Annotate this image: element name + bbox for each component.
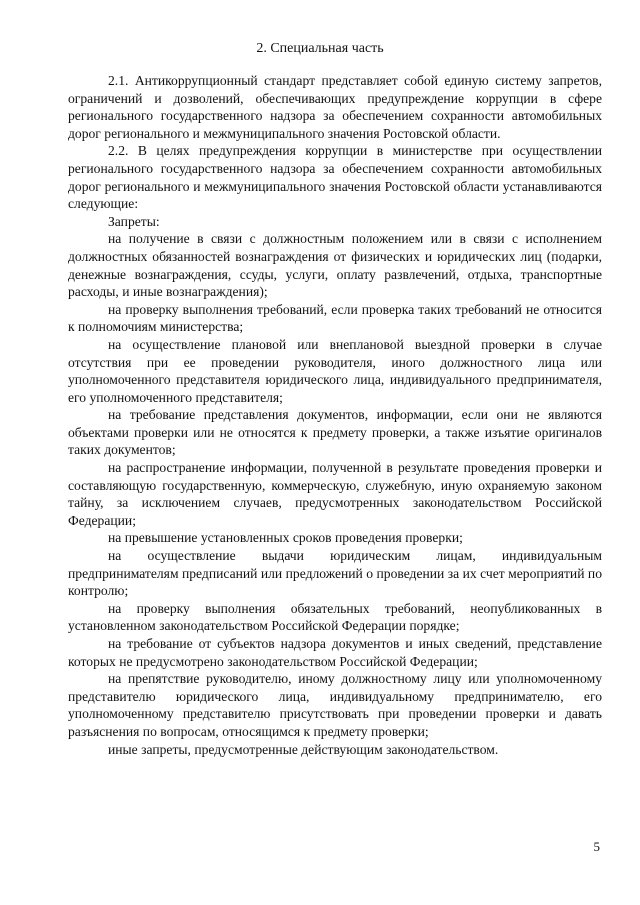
prohibition-item: на требование от субъектов надзора документов и иных сведений, представление которых не предусмотрено законодательством Российской Федерации;	[68, 636, 602, 669]
prohibition-item: на требование представления документов, информации, если они не являются объектами проверки или не относятся к предмету проверки, а также изъятие оригиналов таких документов;	[68, 407, 602, 458]
page-number: 5	[593, 839, 600, 854]
prohibition-item: на осуществление выдачи юридическим лицам, индивидуальным предпринимателям предписаний или предложений о проведении за их счет мероприятий по контролю;	[68, 548, 602, 599]
paragraph-2-2: 2.2. В целях предупреждения коррупции в министерстве при осуществлении регионального государственного надзора за обеспечением сохранности автомобильных дорог регионального и межмуниципального значения Ростовской области устанавливаются следующие:	[68, 143, 602, 212]
prohibition-item: на превышение установленных сроков проведения проверки;	[108, 530, 463, 546]
prohibition-item: на осуществление плановой или внеплановой выездной проверки в случае отсутствия при ее проведении руководителя, иного должностного лица или уполномоченного представителя юридического лица, индивидуального предпринимателя, его уполномоченного представителя;	[68, 336, 602, 405]
prohibitions-label: Запреты:	[108, 213, 160, 229]
prohibition-item: на распространение информации, полученной в результате проведения проверки и составляющую государственную, коммерческую, служебную, иную охраняемую законом тайну, за исключением случаев, предусмотренных законодательством Российской Федерации;	[68, 460, 602, 528]
prohibition-item: иные запреты, предусмотренные действующим законодательством.	[108, 741, 499, 757]
prohibition-item: на получение в связи с должностным положением или в связи с исполнением должностных обязанностей вознаграждения от физических и юридических лиц (подарки, денежные вознаграждения, ссуды, услуги, оплату развлечений, отдыха, транспортные расходы, и иные вознаграждения);	[68, 231, 602, 300]
paragraph-2-1: 2.1. Антикоррупционный стандарт представляет собой единую систему запретов, ограничений и дозволений, обеспечивающих предупреждение коррупции в сфере регионального государственного надзора за обеспечением сохранности автомобильных дорог регионального и межмуниципального значения Ростовской области.	[68, 73, 602, 141]
prohibition-item: на проверку выполнения обязательных требований, неопубликованных в установленном законодательством Российской Федерации порядке;	[68, 600, 602, 634]
prohibition-item: на препятствие руководителю, иному должностному лицу или уполномоченному представителю юридического лица, индивидуальному предпринимателю, его уполномоченному представителю присутствовать при проведении проверки и давать разъяснения по вопросам, относящимся к предмету проверки;	[68, 671, 602, 739]
prohibition-item: на проверку выполнения требований, если проверка таких требований не относится к полномочиям министерства;	[68, 301, 602, 335]
document-body	[68, 72, 602, 758]
section-heading: 2. Специальная часть	[256, 41, 384, 56]
